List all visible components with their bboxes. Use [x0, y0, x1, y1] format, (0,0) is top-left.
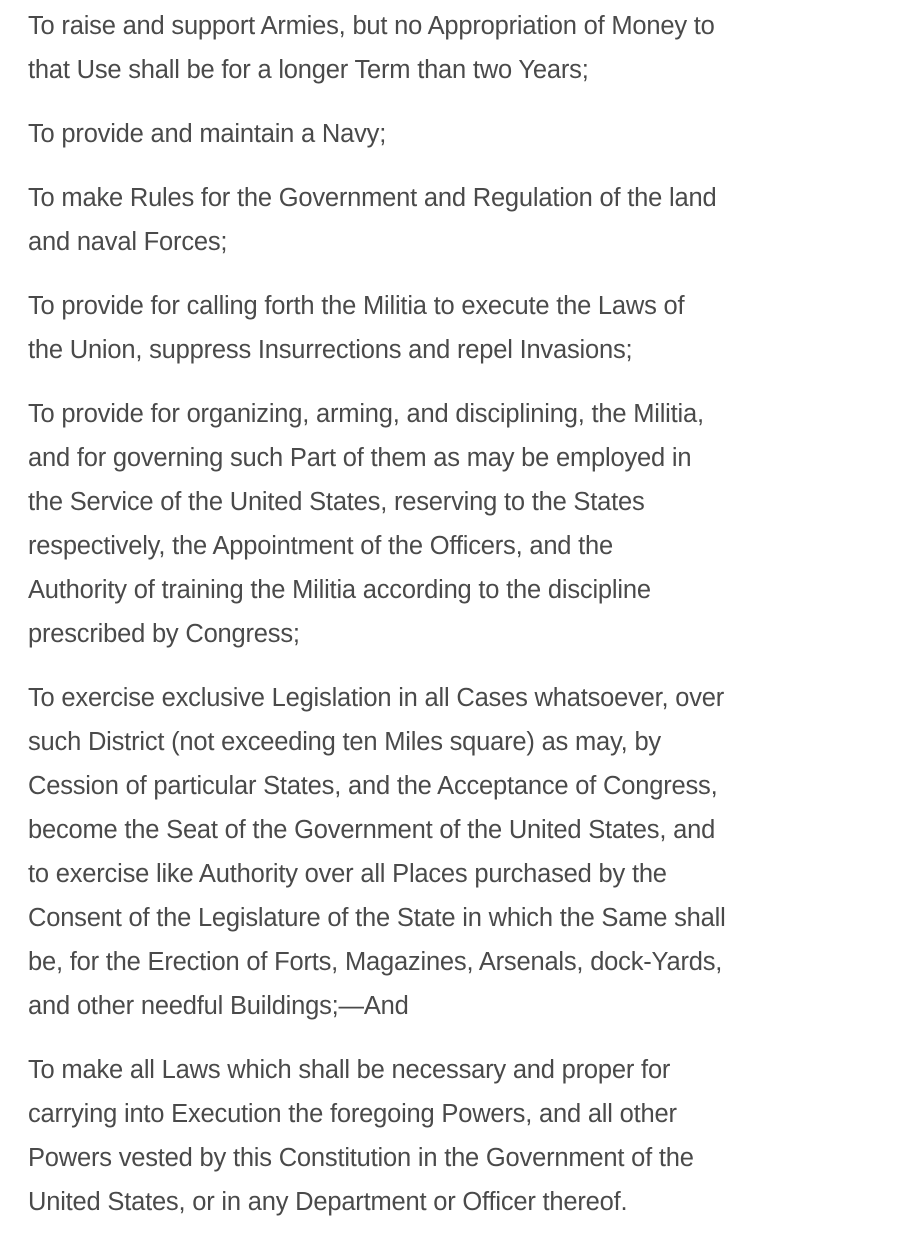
- clause-navy: To provide and maintain a Navy;: [28, 120, 387, 148]
- clause-forces-rules: To make Rules for the Government and Regulation of the land and naval Forces;: [28, 184, 717, 256]
- clause-militia-calling: To provide for calling forth the Militia to execute the Laws of the Union, suppress Insurrections and repel Invasions;: [28, 292, 685, 364]
- clause-militia-organizing: To provide for organizing, arming, and disciplining, the Militia, and for governing such Part of them as may be employed in the Service of the United States, reserving to the States respectively, the Appointment of the Officers, and the Authority of training the Militia according to the discipline prescribed by Congress;: [28, 400, 704, 648]
- clause-armies: To raise and support Armies, but no Appropriation of Money to that Use shall be for a longer Term than two Years;: [28, 12, 715, 84]
- document-body: [28, 4, 873, 1244]
- clause-necessary-and-proper: To make all Laws which shall be necessary and proper for carrying into Execution the foregoing Powers, and all other Powers vested by this Constitution in the Government of the United States, or in any Department or Officer thereof.: [28, 1056, 694, 1216]
- clause-exclusive-legislation: To exercise exclusive Legislation in all Cases whatsoever, over such District (not exceeding ten Miles square) as may, by Cession of particular States, and the Acceptance of Congress, become the Seat of the Government of the United States, and to exercise like Authority over all Places purchased by the Consent of the Legislature of the State in which the Same shall be, for the Erection of Forts, Magazines, Arsenals, dock-Yards, and other needful Buildings;—And: [28, 684, 726, 1020]
